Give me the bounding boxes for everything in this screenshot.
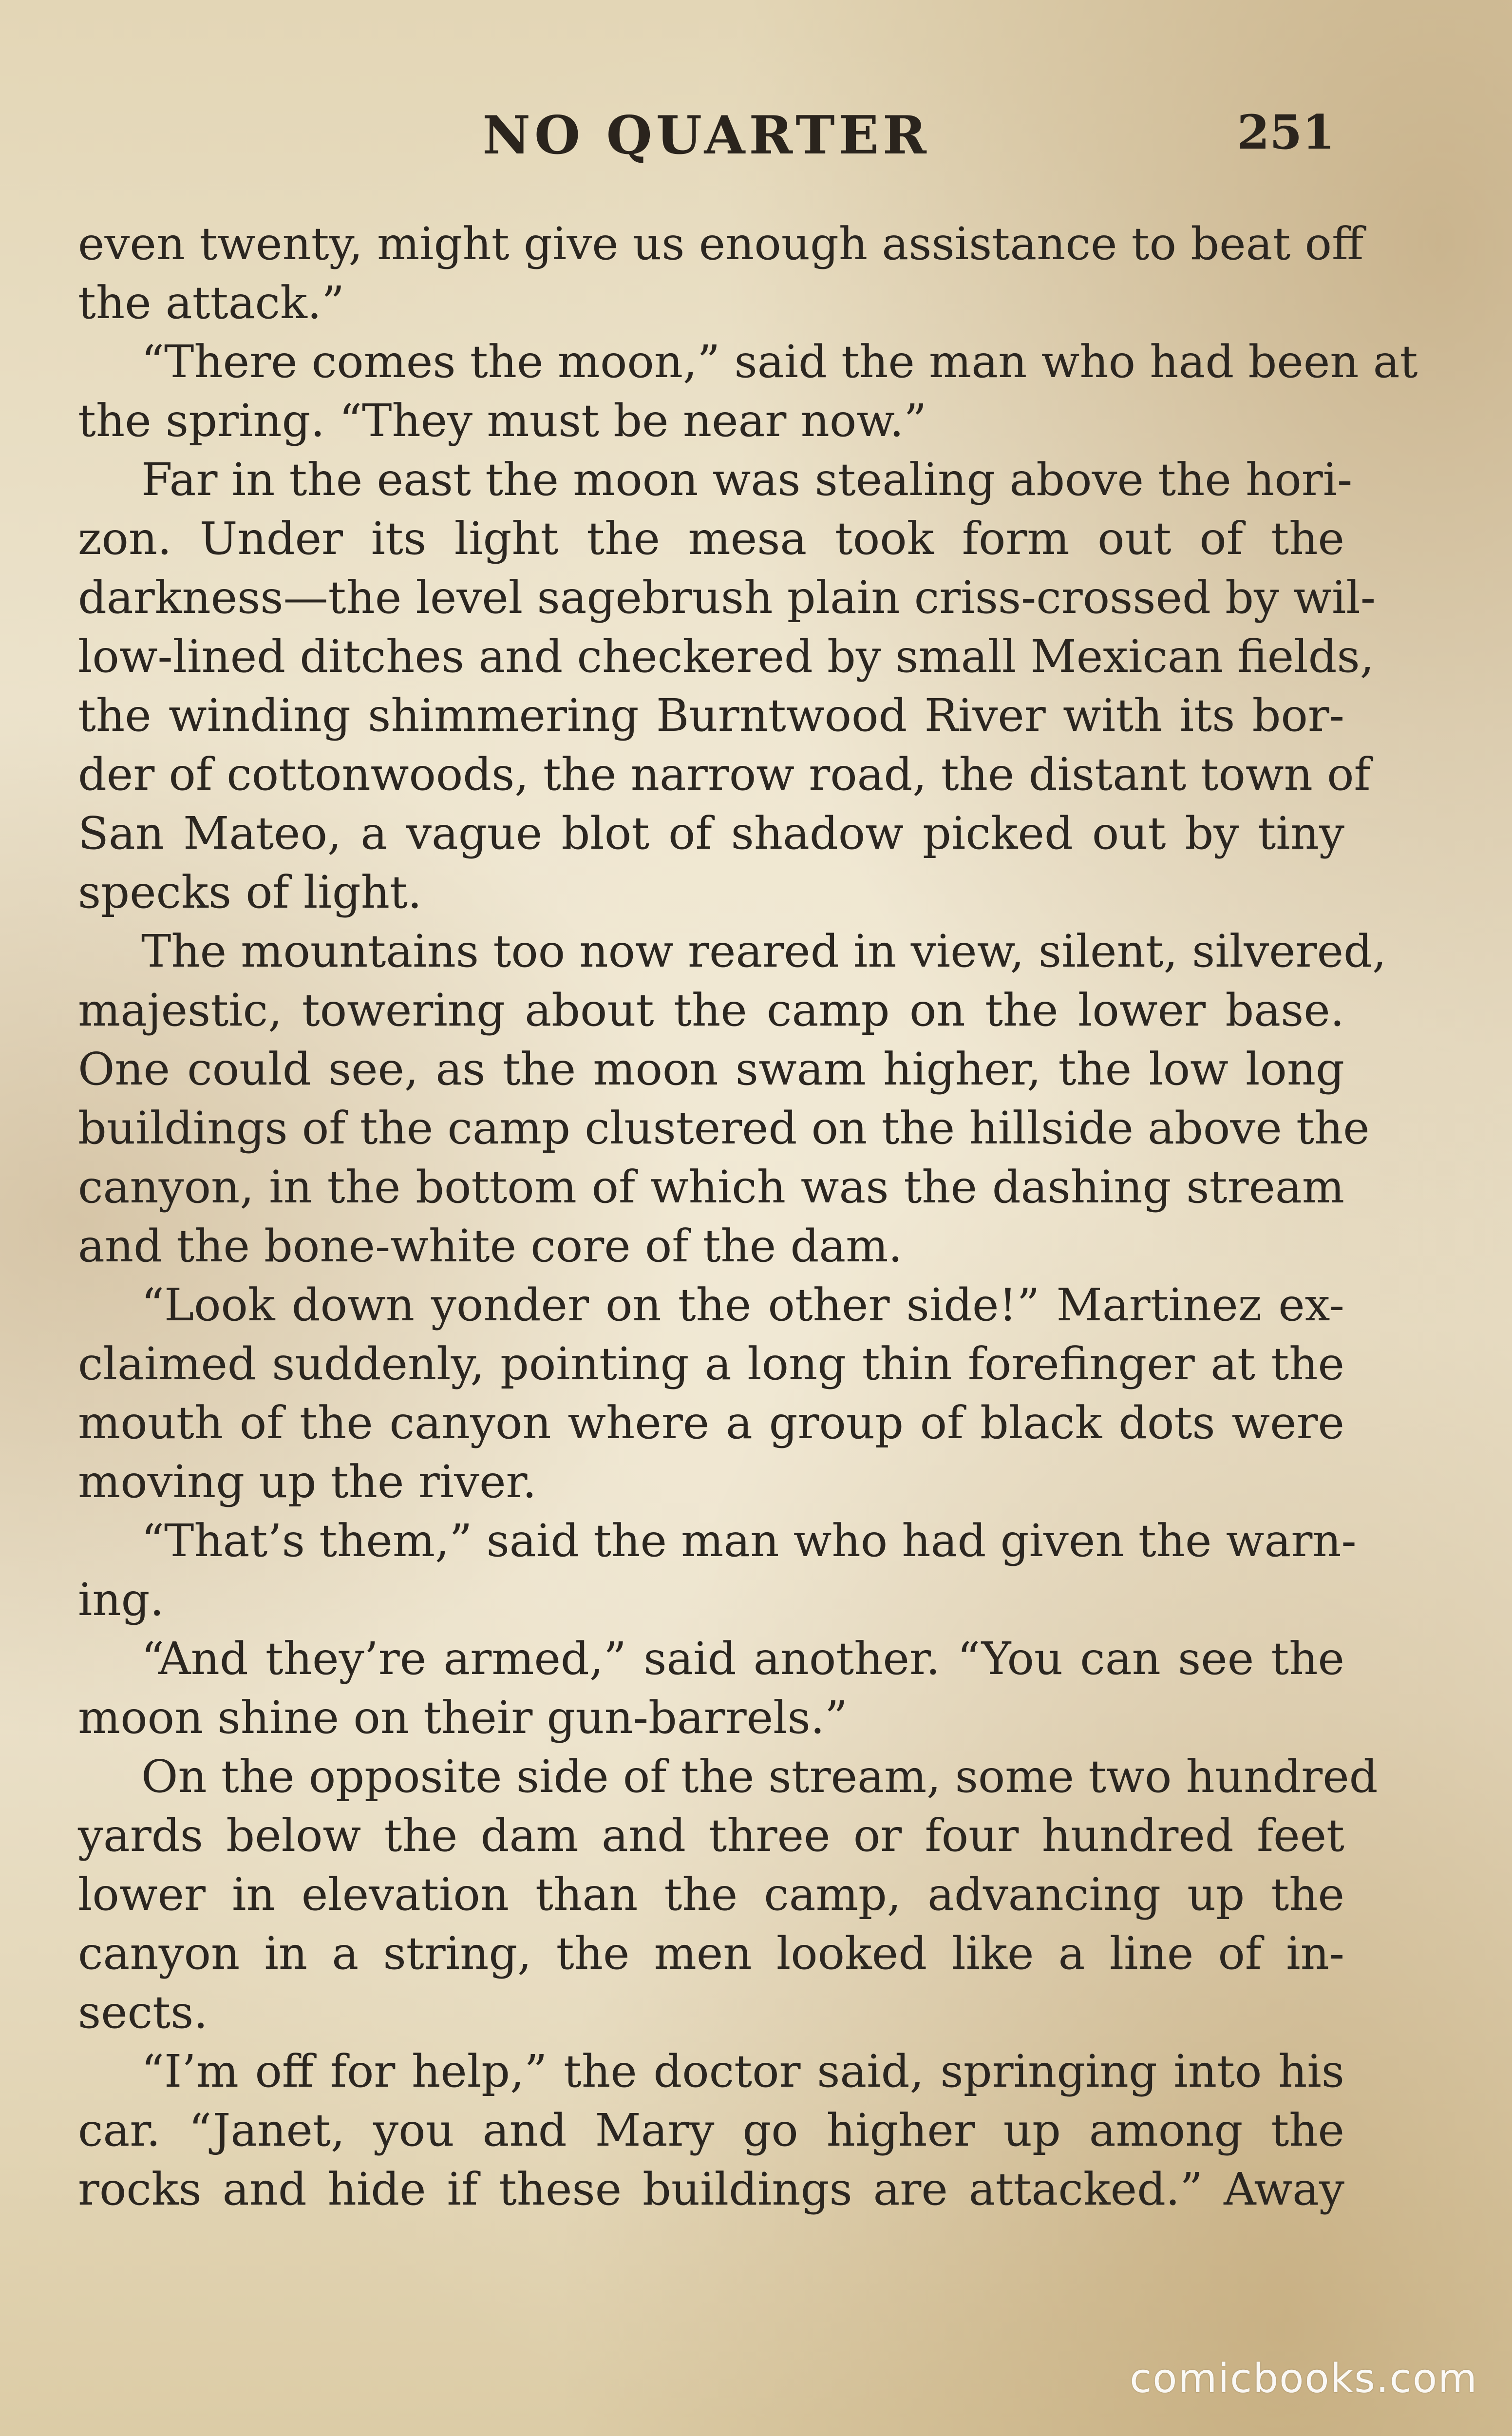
text-line: “Look down yonder on the other side!” Martinez ex- (141, 1279, 1344, 1331)
text-line: the winding shimmering Burntwood River with its bor- (78, 689, 1344, 742)
text-line: “There comes the moon,” said the man who had been at (141, 336, 1418, 388)
text-line: lower in elevation than the camp, advancing up the (78, 1868, 1344, 1921)
text-line: “That’s them,” said the man who had given the warn- (141, 1515, 1357, 1567)
body-text (78, 214, 1418, 2219)
text-line: moving up the river. (78, 1456, 537, 1508)
text-line: the attack.” (78, 277, 345, 329)
text-line: zon. Under its light the mesa took form out of the (78, 513, 1344, 565)
running-title: NO QUARTER (482, 105, 930, 166)
text-line: ing. (78, 1574, 164, 1626)
text-line: moon shine on their gun-barrels.” (78, 1692, 848, 1744)
text-line: even twenty, might give us enough assistance to beat off (78, 218, 1364, 270)
watermark: comicbooks.com (1130, 2356, 1478, 2402)
text-line: claimed suddenly, pointing a long thin forefinger at the (78, 1338, 1344, 1390)
text-line: darkness—the level sagebrush plain criss-crossed by wil- (78, 571, 1376, 624)
text-line: canyon in a string, the men looked like a line of in- (78, 1927, 1344, 1979)
text-line: The mountains too now reared in view, silent, silvered, (141, 925, 1387, 977)
text-line: buildings of the camp clustered on the hillside above the (78, 1102, 1370, 1154)
text-line: sects. (78, 1986, 208, 2038)
text-line: specks of light. (78, 866, 422, 918)
text-line: der of cottonwoods, the narrow road, the distant town of (78, 748, 1371, 800)
text-line: rocks and hide if these buildings are attacked.” Away (78, 2163, 1344, 2215)
text-line: car. “Janet, you and Mary go higher up among the (78, 2104, 1344, 2156)
text-line: canyon, in the bottom of which was the dashing stream (78, 1161, 1344, 1213)
running-head (78, 105, 1335, 178)
text-line: the spring. “They must be near now.” (78, 395, 927, 447)
text-line: “And they’re armed,” said another. “You can see the (141, 1633, 1344, 1685)
text-line: majestic, towering about the camp on the lower base. (78, 984, 1344, 1036)
text-line: “I’m off for help,” the doctor said, springing into his (141, 2045, 1344, 2097)
page-number: 251 (1237, 105, 1335, 160)
text-line: Far in the east the moon was stealing above the hori- (141, 454, 1353, 506)
text-line: San Mateo, a vague blot of shadow picked out by tiny (78, 807, 1344, 859)
text-line: One could see, as the moon swam higher, the low long (78, 1043, 1344, 1095)
text-line: and the bone-white core of the dam. (78, 1220, 903, 1272)
text-line: mouth of the canyon where a group of black dots were (78, 1397, 1344, 1449)
text-line: low-lined ditches and checkered by small Mexican fields, (78, 630, 1374, 683)
text-line: yards below the dam and three or four hundred feet (78, 1809, 1344, 1862)
text-line: On the opposite side of the stream, some two hundred (141, 1751, 1378, 1803)
